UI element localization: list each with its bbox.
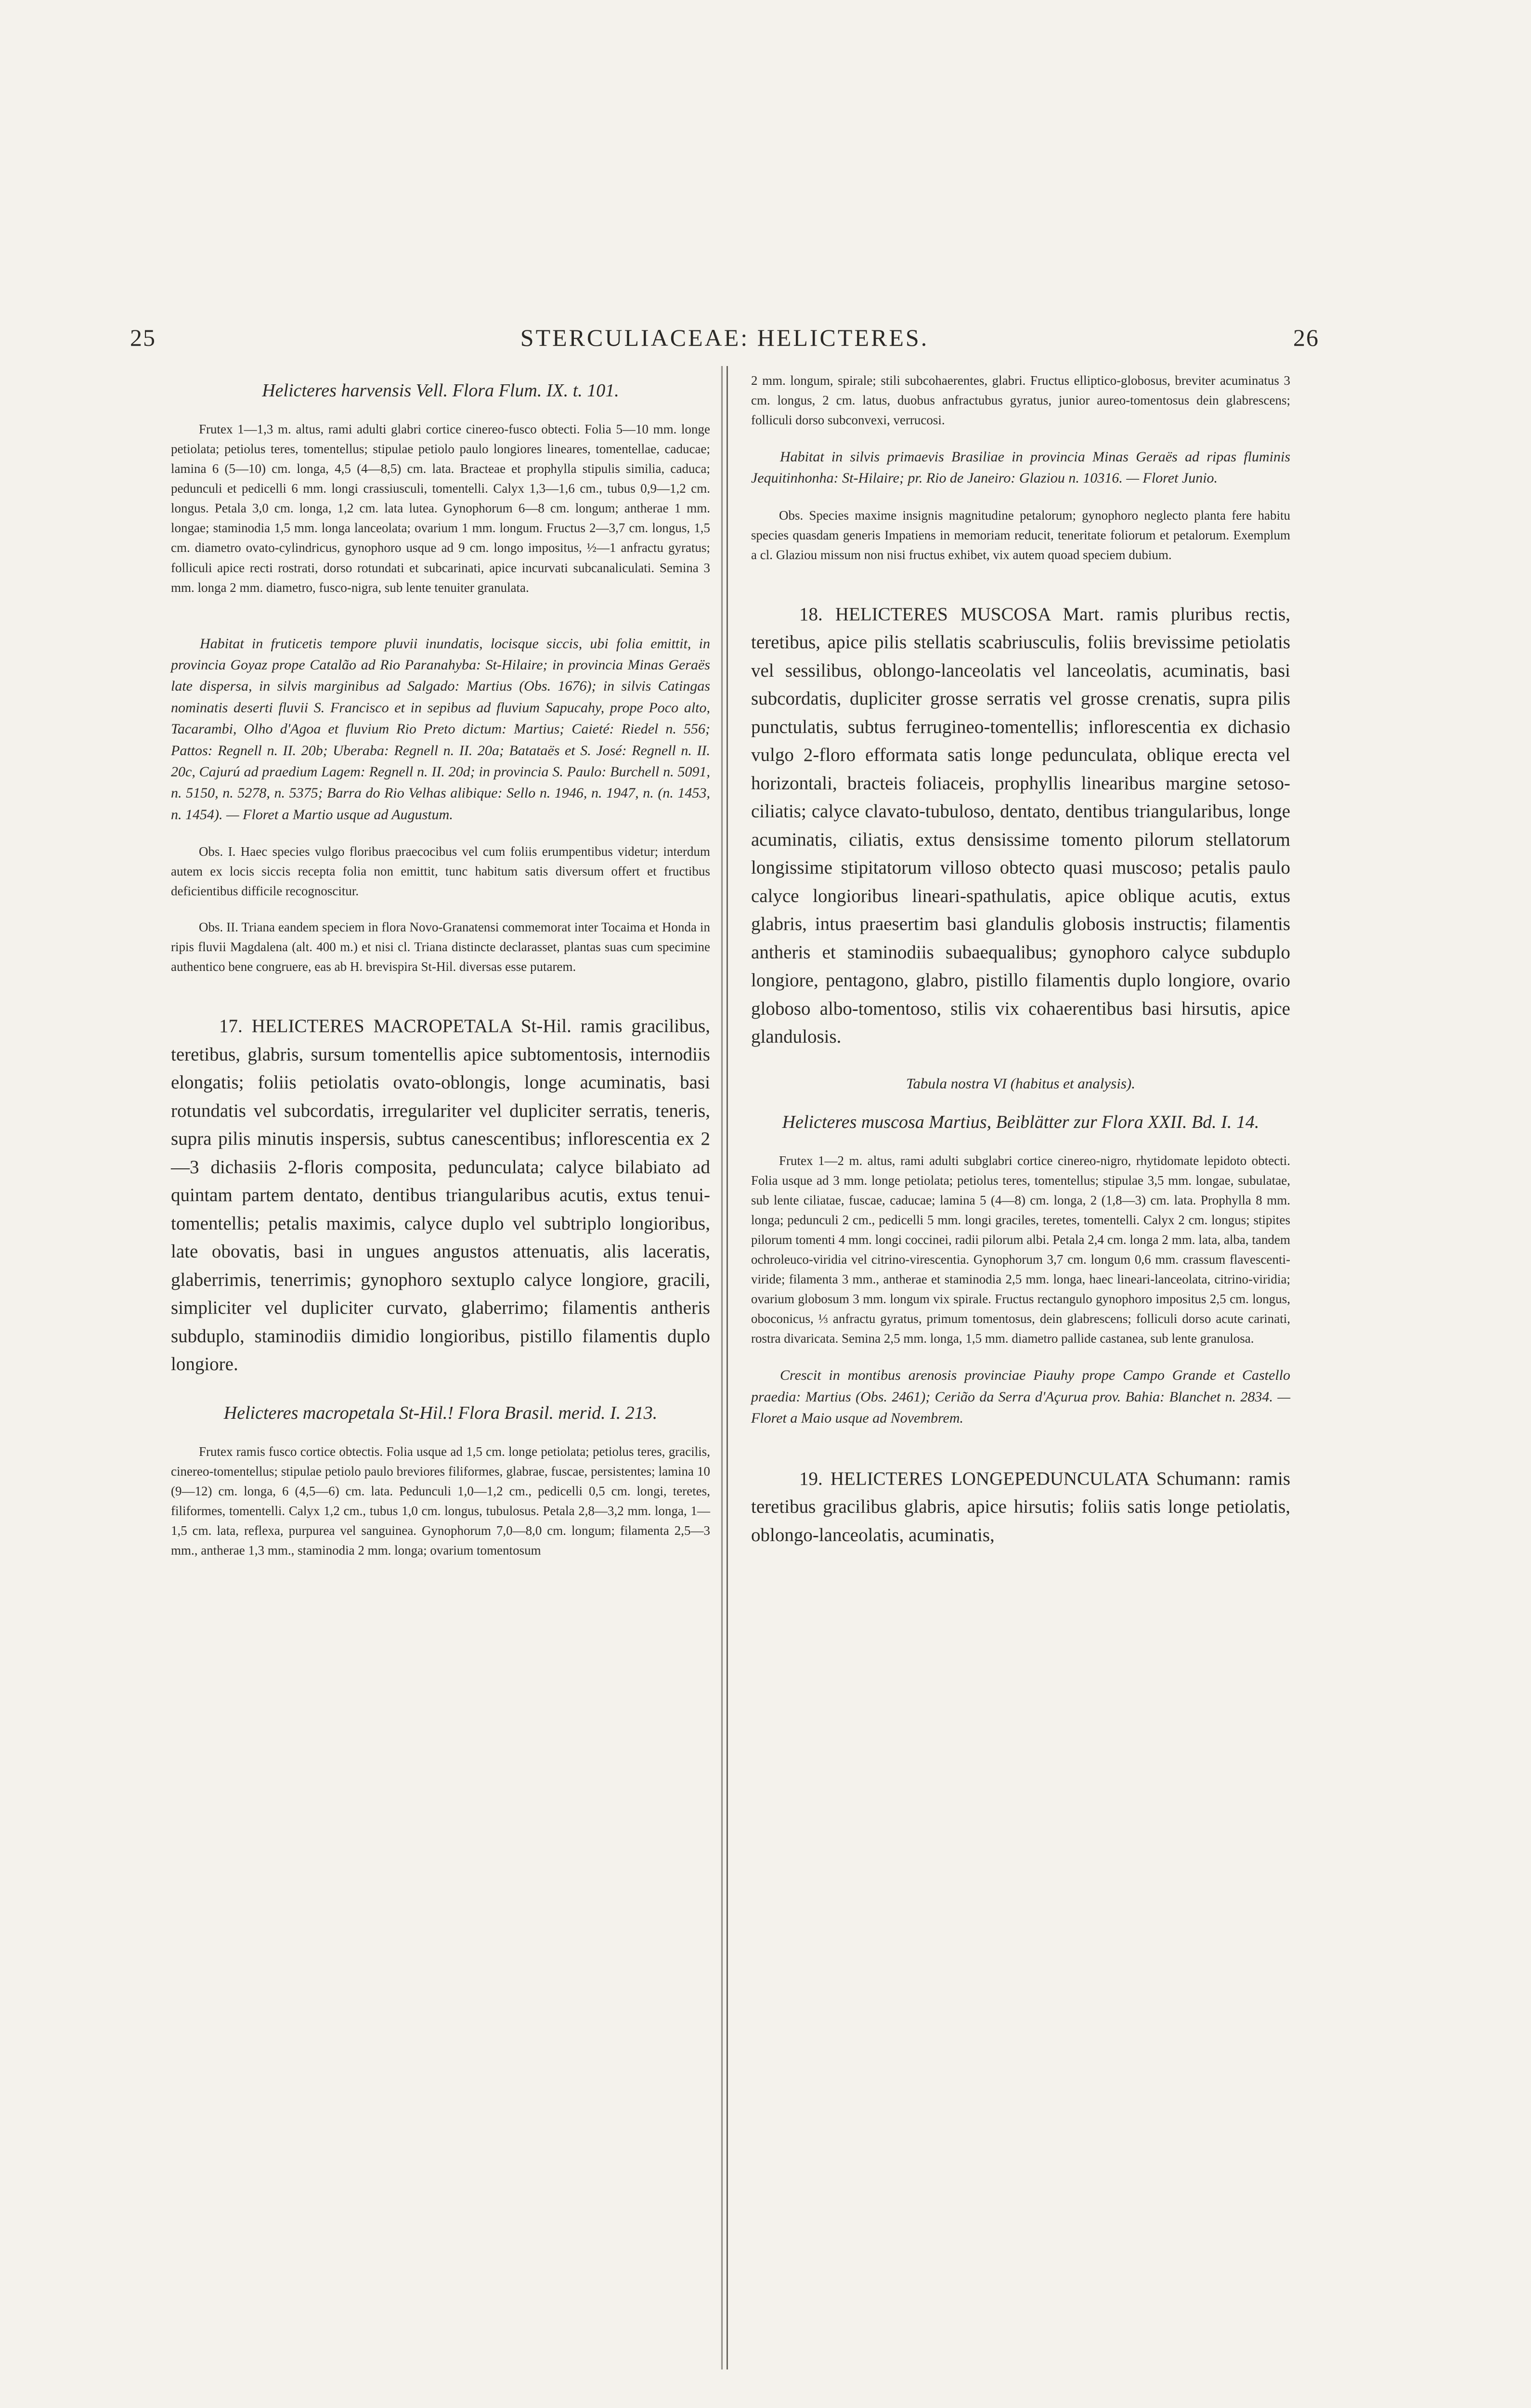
muscosa-habitat: Crescit in montibus arenosis provinciae Piauhy prope Campo Grande et Castello praedia: Martius (Obs. 2461); Cerião da Serra d'Açurua prov. Bahia: Blanchet n. 2834. — Floret a Maio usque ad Novembrem. [751,1367,1290,1426]
section-gap [171,614,710,633]
right-column [751,371,1290,1571]
macropetala-habitat: Habitat in silvis primaevis Brasiliae in provincia Minas Geraës ad ripas fluminis Jequitinhonha: St-Hilaire; pr. Rio de Janeiro: Glaziou n. 10316. — Floret Junio. [751,449,1290,486]
page-number-right: 26 [1293,324,1319,351]
column-divider [721,366,728,2369]
macropetala-observation: Obs. Species maxime insignis magnitudine petalorum; gynophoro neglecto planta fere habitu species quasdam generis Impatiens in memoriam reducit, teneritate foliorum et petalorum. Exemplum a cl. Glaziou missum non nisi fructus exhibet, vix autem quoad speciem dubium. [751,508,1290,562]
left-column [171,371,710,1577]
harvensis-observation-2: Obs. II. Triana eandem speciem in flora Novo-Granatensi commemorat inter Tocaima et Honda in ripis fluvii Magdalena (alt. 400 m.) et nisi cl. Triana distincte declarasset, plantas suas cum specimine authentico bene congruere, eas ab H. brevispira St-Hil. diversas esse putarem. [171,920,710,974]
running-title: STERCULIACEAE: HELICTERES. [520,324,929,351]
page-number-left: 25 [130,324,156,351]
section-gap [751,1446,1290,1465]
section-gap [751,581,1290,601]
muscosa-tabula: Tabula nostra VI (habitus et analysis). [906,1074,1135,1092]
macropetala-description: Frutex ramis fusco cortice obtectis. Folia usque ad 1,5 cm. longe petiolata; petiolus teres, gracilis, cinereo-tomentellus; stipulae petiolo paulo breviores filiformes, glabrae, fuscae, persistentes; lamina 10 (9—12) cm. longa, 6 (4,5—6) cm. lata. Pedunculi 1,0—1,2 cm., pedicelli 0,5 cm. longi, teretes, filiformes, tomentelli. Calyx 1,2 cm., tubus 1,0 cm. longus, tubulosus. Petala 2,8—3,2 mm. longa, 1—1,5 cm. lata, reflexa, purpurea vel sanguinea. Gynophorum 7,0—8,0 cm. longum; filamenta 2,5—3 mm., antherae 1,3 mm., staminodia 2 mm. longa; ovarium tomentosum [171,1444,710,1558]
section-gap [171,993,710,1012]
harvensis-reference: Helicteres harvensis Vell. Flora Flum. IX. t. 101. [262,380,619,401]
macropetala-reference: Helicteres macropetala St-Hil.! Flora Brasil. merid. I. 213. [223,1402,658,1423]
longepedunculata-diagnosis: 19. HELICTERES LONGEPEDUNCULATA Schumann: ramis teretibus gracilibus glabris, apice hirsutis; foliis satis longe petiolatis, oblongo-lanceolatis, acuminatis, [751,1468,1290,1545]
muscosa-description: Frutex 1—2 m. altus, rami adulti subglabri cortice cinereo-nigro, rhytidomate lepidoto obtecti. Folia usque ad 3 mm. longe petiolata; petiolus teres, tomentellus; stipulae 3,5 mm. longae, subulatae, sub lente ciliatae, fuscae, caducae; lamina 5 (4—8) cm. longa, 2 (1,8—3) cm. lata. Prophylla 8 mm. longa; pedunculi 2 cm., pedicelli 5 mm. longi graciles, teretes, tomentelli. Calyx 2 cm. longus; stipites pilorum tomenti 4 mm. longi coccinei, radii pilorum albi. Petala 2,4 cm. longa 2 mm. lata, alba, tandem ochroleuco-viridia vel citrino-virescentia. Gynophorum 3,7 cm. longum 0,6 mm. crassum flavescenti-viride; filamenta 3 mm., antherae et staminodia 2,5 mm. longa, haec lineari-lanceolata, citrino-viridia; ovarium globosum 3 mm. longum vix spirale. Fructus rectangulo gynophoro impositus 2,5 cm. longus, oboconicus, ⅓ anfractu gyratus, primum tomentosus, dein glabrescens; folliculi dorso acute carinati, rostra divaricata. Semina 2,5 mm. longa, 1,5 mm. diametro pallide castanea, sub lente granulosa. [751,1153,1290,1346]
harvensis-observation-1: Obs. I. Haec species vulgo floribus praecocibus vel cum foliis erumpentibus videtur; interdum autem ex locis siccis recepta folia non emittit, tunc habitum satis diversum offert et fructibus deficientibus difficile recognoscitur. [171,844,710,899]
muscosa-reference: Helicteres muscosa Martius, Beiblätter zur Flora XXII. Bd. I. 14. [782,1112,1259,1132]
page-header [130,324,1319,353]
harvensis-description: Frutex 1—1,3 m. altus, rami adulti glabri cortice cinereo-fusco obtecti. Folia 5—10 mm. longe petiolata; petiolus teres, tomentellus; stipulae petiolo paulo longiores lineares, tomentellae, caducae; lamina 6 (5—10) cm. longa, 4,5 (4—8,5) cm. lata. Bracteae et prophylla stipulis similia, caduca; pedunculi et pedicelli 6 mm. longi crassiusculi, tomentelli. Calyx 1,3—1,6 cm., tubus 0,9—1,2 cm. longus. Petala 3,0 cm. longa, 1,2 cm. lata lutea. Gynophorum 6—8 cm. longum; antherae 1 mm. longae; staminodia 1,5 mm. longa lanceolata; ovarium 1 mm. longum. Fructus 2—3,7 cm. longus, 1,5 cm. diametro ovato-cylindricus, gynophoro usque ad 9 cm. longo impositus, ½—1 anfractu gyratus; folliculi apice recti rostrati, dorso rotundati et subcarinati, apice incurvati subcanaliculati. Semina 3 mm. longa 2 mm. diametro, fusco-nigra, sub lente tenuiter granulata. [171,422,710,595]
muscosa-diagnosis: 18. HELICTERES MUSCOSA Mart. ramis pluribus rectis, teretibus, apice pilis stellatis scabriusculis, foliis brevissime petiolatis vel sessilibus, oblongo-lanceolatis vel lanceolatis, acuminatis, basi subcordatis, dupliciter grosse serratis vel grosse crenatis, supra pilis punctulatis, subtus ferrugineo-tomentellis; inflorescentia ex dichasio vulgo 2-floro efformata satis longe pedunculata, oblique erecta vel horizontali, bracteis foliaceis, prophyllis linearibus margine setoso-ciliatis; calyce clavato-tubuloso, dentato, dentibus triangularibus, longe acuminatis, ciliatis, extus densissime tomento pilorum stellatorum longissime stipitatorum villoso obtecto quasi muscoso; petalis paulo calyce longioribus lineari-spathulatis, apice oblique acutis, extus glabris, intus praesertim basi glandulis globosis instructis; filamentis antheris et staminodiis subaequalibus; gynophoro calyce subduplo longiore, pentagono, glabro, pistillo filamentis duplo longiore, ovario globoso albo-tomentoso, stilis vix cohaerentibus basi hirsutis, apice glandulosis. [751,603,1290,1047]
macropetala-diagnosis: 17. HELICTERES MACROPETALA St-Hil. ramis gracilibus, teretibus, glabris, sursum tomentellis apice subtomentosis, internodiis elongatis; foliis petiolatis ovato-oblongis, longe acuminatis, basi rotundatis vel subcordatis, irregulariter vel dupliciter serratis, teneris, supra pilis minutis inspersis, subtus canescentibus; inflorescentia ex 2—3 dichasiis 2-floris composita, pedunculata; calyce bilabiato ad quintam partem dentato, dentibus triangularibus acutis, extus tenui-tomentellis; petalis maximis, calyce duplo vel subtriplo longioribus, late obovatis, basi in ungues angustos attenuatis, alis laceratis, glaberrimis, tenerrimis; gynophoro sextuplo calyce longiore, gracili, simpliciter vel dupliciter curvato, glaberrimo; filamentis antheris subduplo, staminodiis dimidio longioribus, pistillo filamentis duplo longiore. [171,1016,710,1375]
harvensis-habitat: Habitat in fruticetis tempore pluvii inundatis, locisque siccis, ubi folia emittit, in provincia Goyaz prope Catalão ad Rio Paranahyba: St-Hilaire; in provincia Minas Geraës late dispersa, in silvis marginibus ad Salgado: Martius (Obs. 1676); in silvis Catingas nominatis deserti fluvii S. Francisco et in sepibus ad fluvium Sapucahy, prope Poco alto, Tacarambi, Olho d'Agoa et fluvium Rio Preto dictum: Martius; Caieté: Riedel n. 556; Pattos: Regnell n. II. 20b; Uberaba: Regnell n. II. 20a; Batataës et S. José: Regnell n. II. 20c, Cajurú ad praedium Lagem: Regnell n. II. 20d; in provincia S. Paulo: Burchell n. 5091, n. 5150, n. 5278, n. 5375; Barra do Rio Velhas alibique: Sello n. 1946, n. 1947, n. (n. 1453, n. 1454). — Floret a Martio usque ad Augustum. [171,635,710,823]
macropetala-description-continued: 2 mm. longum, spirale; stili subcohaerentes, glabri. Fructus elliptico-globosus, breviter acuminatus 3 cm. longus, 2 cm. latus, duobus anfractubus gyratus, junior aureo-tomentosus dein glabrescens; folliculi dorso subconvexi, verrucosi. [751,373,1290,428]
